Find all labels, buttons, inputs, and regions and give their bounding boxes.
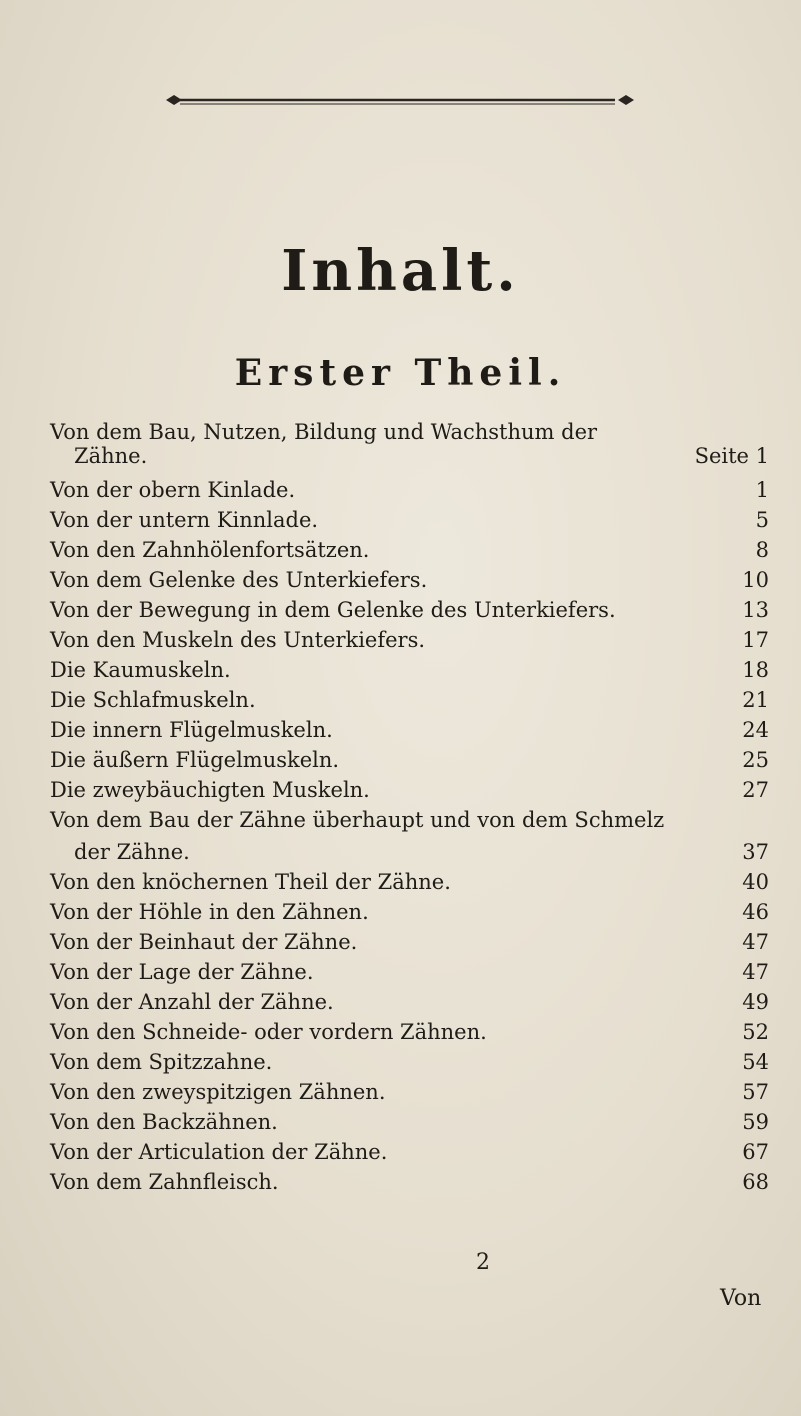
toc-entry-page: 54 (742, 1050, 769, 1074)
toc-entry-title: Von der Höhle in den Zähnen. (50, 900, 369, 924)
toc-entry-title: Von den zweyspitzigen Zähnen. (50, 1080, 386, 1104)
toc-entry-page: 57 (742, 1080, 769, 1104)
toc-entry (50, 1020, 775, 1050)
toc-entry-title: Von der Anzahl der Zähne. (50, 990, 334, 1014)
toc-entry (50, 1050, 775, 1080)
toc-entry (50, 900, 775, 930)
toc-entry (50, 628, 775, 658)
toc-entry-title: Von der Bewegung in dem Gelenke des Unterkiefers. (50, 598, 616, 622)
toc-entry-page: 67 (742, 1140, 769, 1164)
toc-entry-page: 49 (742, 990, 769, 1014)
toc-entry (50, 718, 775, 748)
toc-entry (50, 870, 775, 900)
toc-entry-page: 17 (742, 628, 769, 652)
toc-entry-page: 52 (742, 1020, 769, 1044)
toc-entry (50, 1170, 775, 1200)
page-title: Inhalt. (281, 238, 520, 304)
toc-entry-page: 37 (742, 840, 769, 864)
toc-entry-title: Von den Muskeln des Unterkiefers. (50, 628, 426, 652)
toc-entry (50, 1110, 775, 1140)
toc-entry (50, 778, 775, 808)
toc-entry-page: 25 (742, 748, 769, 772)
toc-entry-title: Von dem Bau der Zähne überhaupt und von dem Schmelz (50, 808, 665, 832)
toc-entry (50, 1140, 775, 1170)
toc-entry-page: 46 (742, 900, 769, 924)
toc-entry-page: 27 (742, 778, 769, 802)
toc-entry (50, 508, 775, 538)
toc-entry-title: Von den knöchernen Theil der Zähne. (50, 870, 451, 894)
toc-entry-title: Von dem Gelenke des Unterkiefers. (50, 568, 428, 592)
toc-entry (50, 930, 775, 960)
toc-entry (50, 478, 775, 508)
toc-entry-page: 59 (742, 1110, 769, 1134)
toc-entry-title: Zähne. (74, 444, 148, 468)
toc-entry-page: 8 (755, 538, 769, 562)
toc-entry-title: Die zweybäuchigten Muskeln. (50, 778, 370, 802)
toc-entry (50, 840, 775, 870)
toc-entry-title: Von den Schneide- oder vordern Zähnen. (50, 1020, 487, 1044)
toc-entry-title: Von dem Zahnfleisch. (50, 1170, 279, 1194)
toc-entry-title: Die innern Flügelmuskeln. (50, 718, 333, 742)
toc-entry-page: 13 (742, 598, 769, 622)
toc-entry-title: Von der Articulation der Zähne. (50, 1140, 388, 1164)
toc-entry (50, 444, 775, 474)
toc-entry-page: 68 (742, 1170, 769, 1194)
toc-entry-title: Von dem Bau, Nutzen, Bildung und Wachsthum der (50, 420, 598, 444)
toc-entry-page: 40 (742, 870, 769, 894)
toc-entry-title: Von den Backzähnen. (50, 1110, 278, 1134)
toc-entry-page: 5 (755, 508, 769, 532)
toc-entry-page: Seite 1 (694, 444, 769, 468)
toc-entry-title: Von der Beinhaut der Zähne. (50, 930, 358, 954)
toc-entry (50, 658, 775, 688)
toc-entry-title: Von der untern Kinnlade. (50, 508, 319, 532)
toc-entry (50, 808, 775, 838)
toc-entry (50, 598, 775, 628)
signature-mark: 2 (476, 1250, 490, 1275)
part-heading: Erster Theil. (234, 352, 567, 394)
toc-entry (50, 568, 775, 598)
toc-entry-page: 1 (755, 478, 769, 502)
toc-entry-page: 47 (742, 960, 769, 984)
toc-entry-page: 21 (742, 688, 769, 712)
toc-entry (50, 990, 775, 1020)
header-ornament-rule (160, 92, 640, 108)
toc-entry-page: 18 (742, 658, 769, 682)
toc-entry-page: 10 (742, 568, 769, 592)
toc-entry-title: Von den Zahnhölenfortsätzen. (50, 538, 370, 562)
toc-entry (50, 538, 775, 568)
toc-entry-title: Von dem Spitzzahne. (50, 1050, 273, 1074)
toc-entry-title: Von der Lage der Zähne. (50, 960, 314, 984)
toc-entry-title: Die Schlafmuskeln. (50, 688, 256, 712)
toc-entry (50, 960, 775, 990)
toc-entry (50, 1080, 775, 1110)
toc-entry-title: Von der obern Kinlade. (50, 478, 296, 502)
toc-entry (50, 688, 775, 718)
toc-entry-title: Die Kaumuskeln. (50, 658, 231, 682)
catchword: Von (720, 1286, 762, 1311)
toc-entry (50, 748, 775, 778)
toc-entry-page: 24 (742, 718, 769, 742)
toc-entry-title: Die äußern Flügelmuskeln. (50, 748, 340, 772)
toc-entry-page: 47 (742, 930, 769, 954)
toc-entry-title: der Zähne. (74, 840, 190, 864)
